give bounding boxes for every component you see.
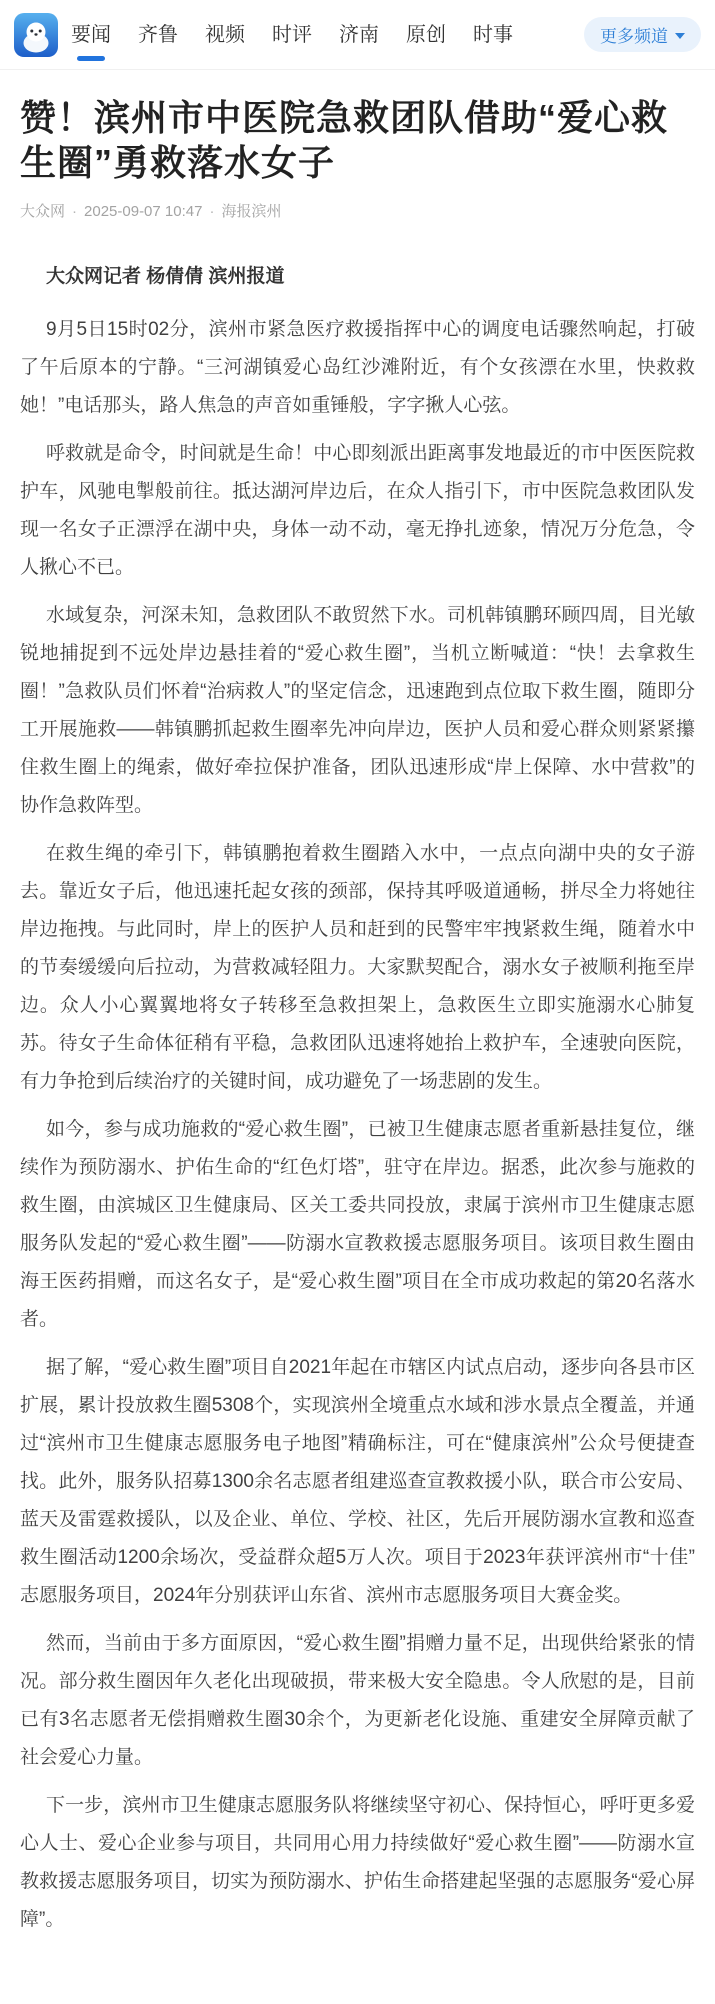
more-channels-label: 更多频道 [600,27,668,46]
meta-time: 2025-09-07 10:47 [84,203,203,220]
article-body [20,258,695,2004]
tab-label: 原创 [406,23,446,46]
article-paragraph: 下一步，滨州市卫生健康志愿服务队将继续坚守初心、保持恒心，呼吁更多爱心人士、爱心企业参与项目，共同用心用力持续做好“爱心救生圈”——防溺水宣教救援志愿服务项目，切实为预防溺水、护佑生命搭建起坚强的志愿服务“爱心屏障”。 [20,1795,696,1930]
meta-separator: · [209,203,215,220]
meta-separator: · [72,203,78,220]
tab-jinan[interactable] [339,0,379,70]
article-title: 赞！滨州市中医院急救团队借助“爱心救生圈”勇救落水女子 [20,97,669,183]
tab-label: 齐鲁 [138,23,178,46]
top-nav [0,0,715,70]
tab-label: 时评 [272,23,312,46]
tab-yaowen[interactable] [71,0,111,70]
chevron-down-icon [675,33,685,39]
tab-label: 济南 [339,23,379,46]
tab-yuanchuang[interactable] [406,0,446,70]
tab-label: 要闻 [71,23,111,46]
article-paragraph: 据了解，“爱心救生圈”项目自2021年起在市辖区内试点启动，逐步向各县市区扩展，累计投放救生圈5308个，实现滨州全境重点水域和涉水景点全覆盖，并通过“滨州市卫生健康志愿服务电子地图”精确标注，可在“健康滨州”公众号便捷查找。此外，服务队招募1300余名志愿者组建巡查宣教救援小队，联合市公安局、蓝天及雷霆救援队，以及企业、单位、学校、社区，先后开展防溺水宣教和巡查救生圈活动1200余场次，受益群众超5万人次。项目于2023年获评滨州市“十佳”志愿服务项目，2024年分别获评山东省、滨州市志愿服务项目大赛金奖。 [20,1357,695,1606]
article-meta [20,201,695,223]
app-logo[interactable] [14,13,58,57]
article-paragraph: 如今，参与成功施救的“爱心救生圈”，已被卫生健康志愿者重新悬挂复位，继续作为预防溺水、护佑生命的“红色灯塔”，驻守在岸边。据悉，此次参与施救的救生圈，由滨城区卫生健康局、区关工委共同投放，隶属于滨州市卫生健康志愿服务队发起的“爱心救生圈”——防溺水宣教救援志愿服务项目。该项目救生圈由海王医药捐赠，而这名女子，是“爱心救生圈”项目在全市成功救起的第20名落水者。 [20,1119,695,1330]
tab-qilu[interactable] [138,0,178,70]
active-tab-indicator [77,56,105,61]
meta-channel: 海报滨州 [221,203,282,220]
article-paragraph: 呼救就是命令，时间就是生命！中心即刻派出距离事发地最近的市中医医院救护车，风驰电掣般前往。抵达湖河岸边后，在众人指引下，市中医院急救团队发现一名女子正漂浮在湖中央，身体一动不动，毫无挣扎迹象，情况万分危急，令人揪心不已。 [20,443,695,578]
tab-shishi[interactable] [473,0,513,70]
article-paragraph: 9月5日15时02分，滨州市紧急医疗救援指挥中心的调度电话骤然响起，打破了午后原本的宁静。“三河湖镇爱心岛红沙滩附近，有个女孩漂在水里，快救救她！”电话那头，路人焦急的声音如重锤般，字字揪人心弦。 [20,319,695,416]
article-paragraph: 然而，当前由于多方面原因，“爱心救生圈”捐赠力量不足，出现供给紧张的情况。部分救生圈因年久老化出现破损，带来极大安全隐患。令人欣慰的是，目前已有3名志愿者无偿捐赠救生圈30余个，为更新老化设施、重建安全屏障贡献了社会爱心力量。 [20,1633,695,1768]
more-channels-button[interactable] [584,17,701,52]
nav-tabs [71,0,584,70]
tab-shiping[interactable] [272,0,312,70]
article-paragraph: 在救生绳的牵引下，韩镇鹏抱着救生圈踏入水中，一点点向湖中央的女子游去。靠近女子后，他迅速托起女孩的颈部，保持其呼吸道通畅，拼尽全力将她往岸边拖拽。与此同时，岸上的医护人员和赶到的民警牢牢拽紧救生绳，随着水中的节奏缓缓向后拉动，为营救减轻阻力。大家默契配合，溺水女子被顺利拖至岸边。众人小心翼翼地将女子转移至急救担架上，急救医生立即实施溺水心肺复苏。待女子生命体征稍有平稳，急救团队迅速将她抬上救护车，全速驶向医院，有力争抢到后续治疗的关键时间，成功避免了一场悲剧的发生。 [20,843,695,1092]
seal-mascot-icon [14,13,58,57]
tab-shipin[interactable] [205,0,245,70]
tab-label: 视频 [205,23,245,46]
article-paragraph: 水域复杂，河深未知，急救团队不敢贸然下水。司机韩镇鹏环顾四周，目光敏锐地捕捉到不远处岸边悬挂着的“爱心救生圈”，当机立断喊道：“快！去拿救生圈！”急救队员们怀着“治病救人”的坚定信念，迅速跑到点位取下救生圈，随即分工开展施救——韩镇鹏抓起救生圈率先冲向岸边，医护人员和爱心群众则紧紧攥住救生圈上的绳索，做好牵拉保护准备，团队迅速形成“岸上保障、水中营救”的协作急救阵型。 [20,605,695,816]
tab-label: 时事 [473,23,513,46]
article [0,95,715,2004]
meta-source: 大众网 [20,203,66,220]
reporter-byline: 大众网记者 杨倩倩 滨州报道 [46,266,285,287]
